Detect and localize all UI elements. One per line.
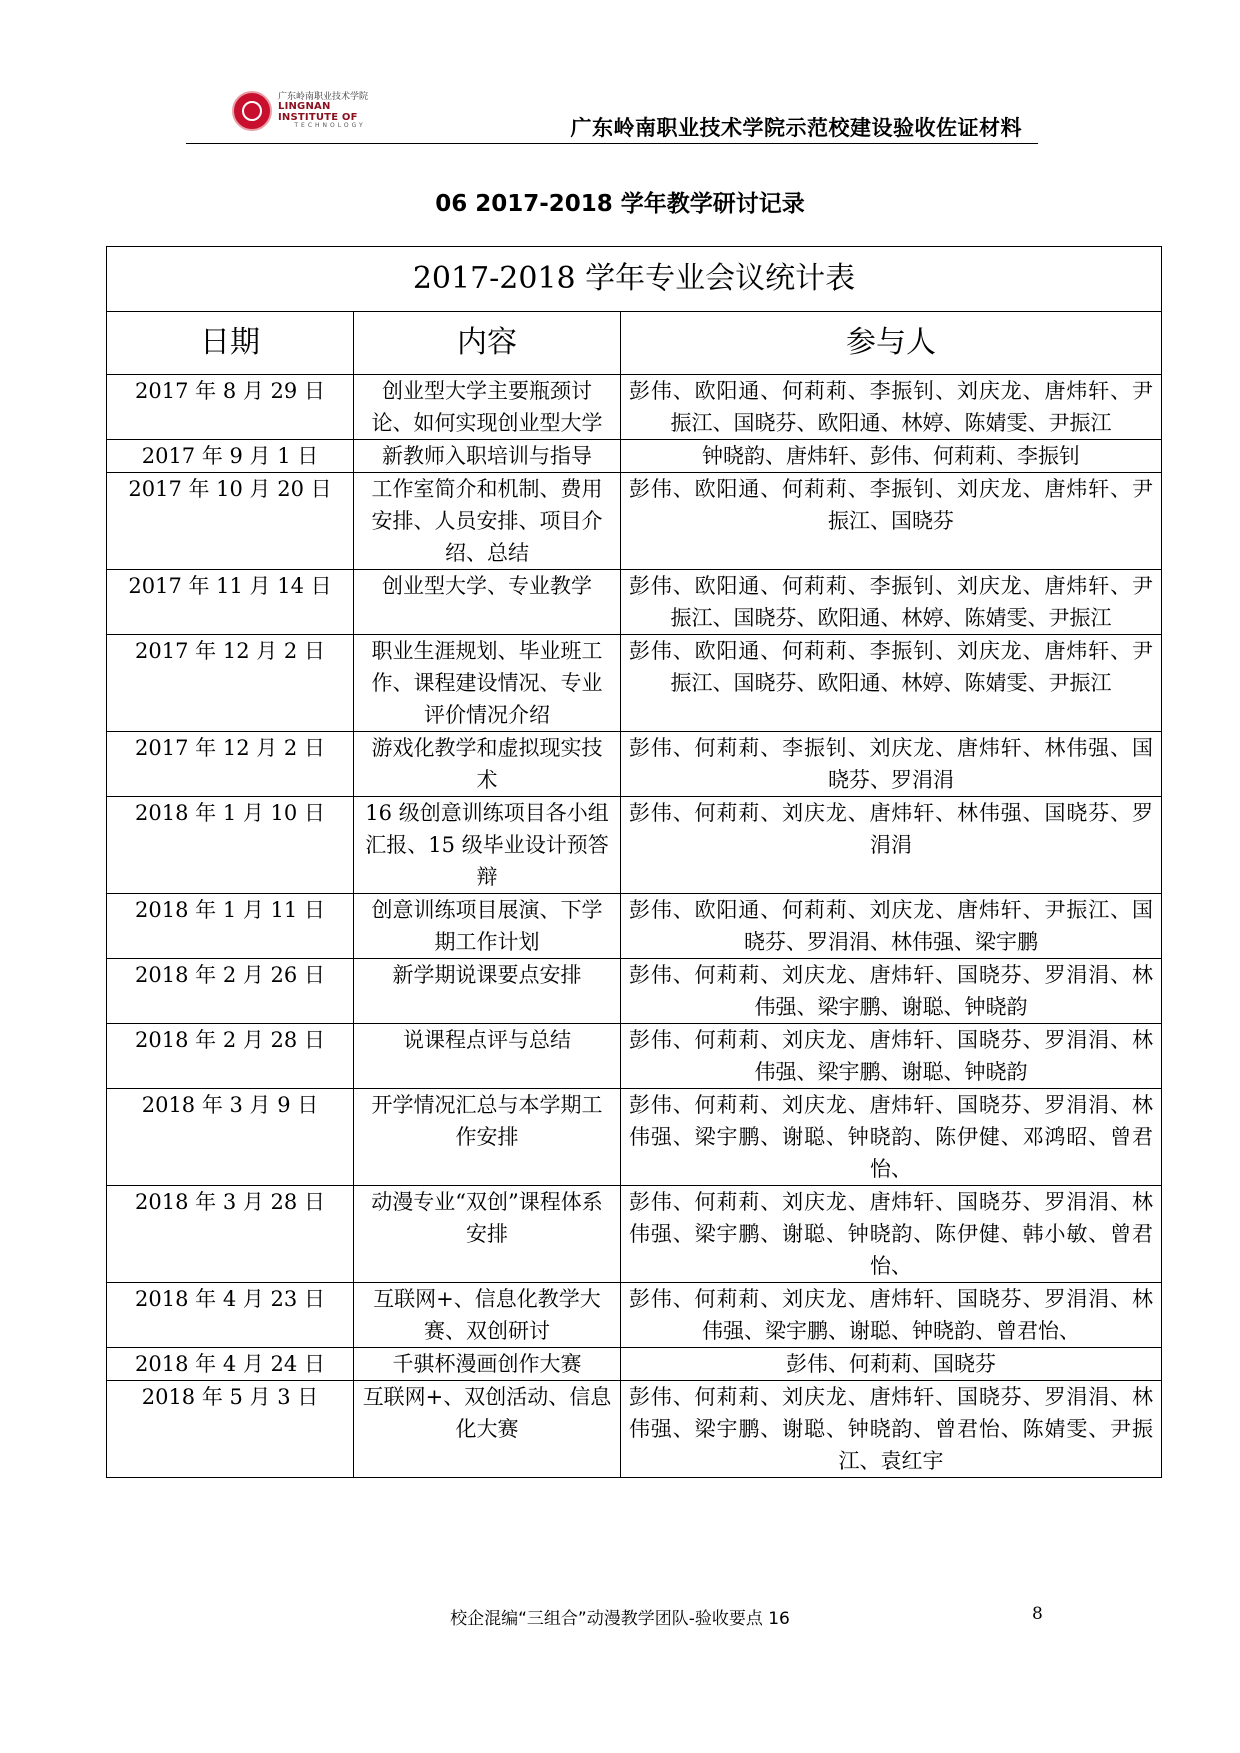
table-header-row bbox=[107, 312, 1162, 375]
cell-content: 动漫专业“双创”课程体系安排 bbox=[354, 1186, 621, 1283]
cell-people: 彭伟、何莉莉、刘庆龙、唐炜轩、林伟强、国晓芬、罗涓涓 bbox=[621, 797, 1162, 894]
column-header-people: 参与人 bbox=[621, 312, 1162, 375]
cell-date: 2017 年 12 月 2 日 bbox=[107, 635, 354, 732]
table-row bbox=[107, 1089, 1162, 1186]
footer-text: 校企混编“三组合”动漫教学团队-验收要点 16 bbox=[450, 1609, 790, 1629]
cell-people: 彭伟、欧阳通、何莉莉、李振钊、刘庆龙、唐炜轩、尹振江、国晓芬 bbox=[621, 473, 1162, 570]
cell-date: 2018 年 4 月 23 日 bbox=[107, 1283, 354, 1348]
table-row bbox=[107, 894, 1162, 959]
cell-date: 2018 年 2 月 26 日 bbox=[107, 959, 354, 1024]
cell-content: 互联网+、信息化教学大赛、双创研讨 bbox=[354, 1283, 621, 1348]
cell-content: 游戏化教学和虚拟现实技术 bbox=[354, 732, 621, 797]
cell-date: 2017 年 10 月 20 日 bbox=[107, 473, 354, 570]
cell-people: 钟晓韵、唐炜轩、彭伟、何莉莉、李振钊 bbox=[621, 440, 1162, 473]
table-row bbox=[107, 797, 1162, 894]
header-title: 广东岭南职业技术学院示范校建设验收佐证材料 bbox=[570, 116, 1022, 140]
cell-content: 职业生涯规划、毕业班工作、课程建设情况、专业评价情况介绍 bbox=[354, 635, 621, 732]
cell-people: 彭伟、欧阳通、何莉莉、李振钊、刘庆龙、唐炜轩、尹振江、国晓芬、欧阳通、林婷、陈婧雯、尹振江 bbox=[621, 375, 1162, 440]
document-title: 06 2017-2018 学年教学研讨记录 bbox=[435, 191, 805, 217]
table-row bbox=[107, 635, 1162, 732]
cell-people: 彭伟、何莉莉、刘庆龙、唐炜轩、国晓芬、罗涓涓、林伟强、梁宇鹏、谢聪、钟晓韵、陈伊健、邓鸿昭、曾君怡、 bbox=[621, 1089, 1162, 1186]
table-title-row bbox=[107, 247, 1162, 312]
column-header-content: 内容 bbox=[354, 312, 621, 375]
cell-people: 彭伟、何莉莉、刘庆龙、唐炜轩、国晓芬、罗涓涓、林伟强、梁宇鹏、谢聪、钟晓韵、陈伊健、韩小敏、曾君怡、 bbox=[621, 1186, 1162, 1283]
table-row bbox=[107, 473, 1162, 570]
logo-en-line1: LINGNAN INSTITUTE OF bbox=[278, 101, 358, 123]
table-row bbox=[107, 1186, 1162, 1283]
table-row bbox=[107, 732, 1162, 797]
cell-date: 2017 年 11 月 14 日 bbox=[107, 570, 354, 635]
table-row bbox=[107, 1024, 1162, 1089]
cell-content: 千骐杯漫画创作大赛 bbox=[354, 1348, 621, 1381]
cell-content: 工作室简介和机制、费用安排、人员安排、项目介绍、总结 bbox=[354, 473, 621, 570]
cell-date: 2018 年 5 月 3 日 bbox=[107, 1381, 354, 1478]
cell-date: 2018 年 3 月 9 日 bbox=[107, 1089, 354, 1186]
table-row bbox=[107, 1348, 1162, 1381]
table-title: 2017-2018 学年专业会议统计表 bbox=[107, 247, 1162, 312]
table-row bbox=[107, 1381, 1162, 1478]
table-row bbox=[107, 570, 1162, 635]
cell-people: 彭伟、欧阳通、何莉莉、李振钊、刘庆龙、唐炜轩、尹振江、国晓芬、欧阳通、林婷、陈婧雯、尹振江 bbox=[621, 635, 1162, 732]
cell-people: 彭伟、何莉莉、国晓芬 bbox=[621, 1348, 1162, 1381]
cell-people: 彭伟、何莉莉、刘庆龙、唐炜轩、国晓芬、罗涓涓、林伟强、梁宇鹏、谢聪、钟晓韵 bbox=[621, 959, 1162, 1024]
logo-text bbox=[278, 93, 382, 130]
cell-date: 2018 年 3 月 28 日 bbox=[107, 1186, 354, 1283]
cell-content: 说课程点评与总结 bbox=[354, 1024, 621, 1089]
school-seal-icon bbox=[232, 91, 272, 131]
table-row bbox=[107, 959, 1162, 1024]
table-row bbox=[107, 1283, 1162, 1348]
cell-content: 创意训练项目展演、下学期工作计划 bbox=[354, 894, 621, 959]
logo-cn-name: 广东岭南职业技术学院 bbox=[278, 91, 369, 102]
cell-content: 开学情况汇总与本学期工作安排 bbox=[354, 1089, 621, 1186]
cell-content: 互联网+、双创活动、信息化大赛 bbox=[354, 1381, 621, 1478]
cell-date: 2018 年 1 月 10 日 bbox=[107, 797, 354, 894]
cell-people: 彭伟、何莉莉、刘庆龙、唐炜轩、国晓芬、罗涓涓、林伟强、梁宇鹏、谢聪、钟晓韵、曾君怡、 bbox=[621, 1283, 1162, 1348]
cell-date: 2017 年 9 月 1 日 bbox=[107, 440, 354, 473]
table-body bbox=[107, 375, 1162, 1478]
header-divider bbox=[186, 143, 1038, 144]
table-row bbox=[107, 440, 1162, 473]
cell-date: 2018 年 4 月 24 日 bbox=[107, 1348, 354, 1381]
cell-content: 新学期说课要点安排 bbox=[354, 959, 621, 1024]
cell-content: 新教师入职培训与指导 bbox=[354, 440, 621, 473]
cell-people: 彭伟、欧阳通、何莉莉、刘庆龙、唐炜轩、尹振江、国晓芬、罗涓涓、林伟强、梁宇鹏 bbox=[621, 894, 1162, 959]
cell-content: 创业型大学、专业教学 bbox=[354, 570, 621, 635]
cell-people: 彭伟、何莉莉、刘庆龙、唐炜轩、国晓芬、罗涓涓、林伟强、梁宇鹏、谢聪、钟晓韵 bbox=[621, 1024, 1162, 1089]
cell-date: 2018 年 1 月 11 日 bbox=[107, 894, 354, 959]
table-row bbox=[107, 375, 1162, 440]
cell-content: 16 级创意训练项目各小组汇报、15 级毕业设计预答辩 bbox=[354, 797, 621, 894]
cell-people: 彭伟、欧阳通、何莉莉、李振钊、刘庆龙、唐炜轩、尹振江、国晓芬、欧阳通、林婷、陈婧雯、尹振江 bbox=[621, 570, 1162, 635]
meeting-table bbox=[106, 246, 1162, 1478]
cell-date: 2017 年 8 月 29 日 bbox=[107, 375, 354, 440]
cell-content: 创业型大学主要瓶颈讨论、如何实现创业型大学 bbox=[354, 375, 621, 440]
cell-date: 2017 年 12 月 2 日 bbox=[107, 732, 354, 797]
cell-date: 2018 年 2 月 28 日 bbox=[107, 1024, 354, 1089]
column-header-date: 日期 bbox=[107, 312, 354, 375]
cell-people: 彭伟、何莉莉、刘庆龙、唐炜轩、国晓芬、罗涓涓、林伟强、梁宇鹏、谢聪、钟晓韵、曾君怡、陈婧雯、尹振江、袁红宇 bbox=[621, 1381, 1162, 1478]
logo-en-line2: TECHNOLOGY bbox=[294, 122, 366, 130]
page-number: 8 bbox=[1032, 1604, 1043, 1624]
school-logo bbox=[232, 90, 382, 132]
cell-people: 彭伟、何莉莉、李振钊、刘庆龙、唐炜轩、林伟强、国晓芬、罗涓涓 bbox=[621, 732, 1162, 797]
